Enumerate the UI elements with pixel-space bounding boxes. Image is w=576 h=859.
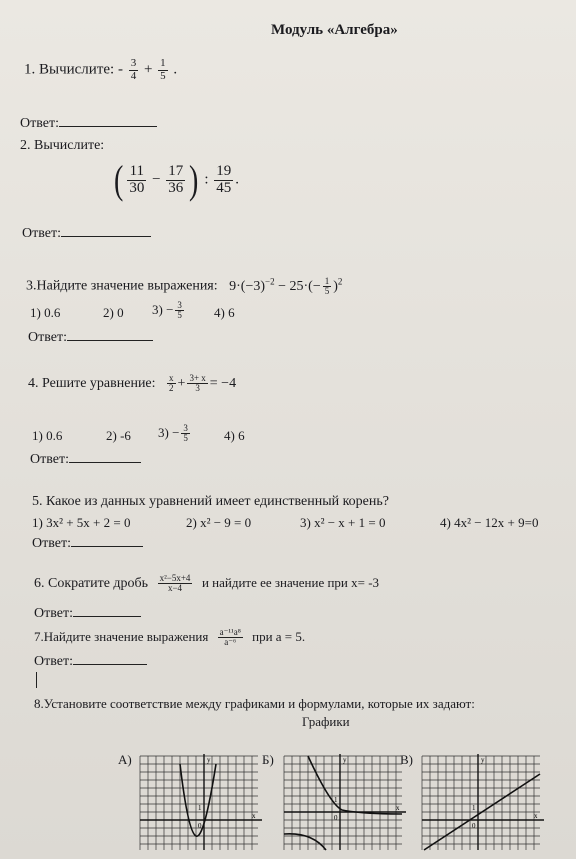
question-6 [34,574,379,594]
graph-label-b: Б) [262,752,274,767]
question-7-text: 7.Найдите значение выражения [34,628,209,644]
question-3-text: 3.Найдите значение выражения: [26,278,218,294]
y-axis-label: y [207,756,211,764]
q4-equation: $\frac{x}{2}$ + $\frac{3+ x}{3}$ = −4 [169,373,237,394]
question-2-text: 2. Вычислите: [20,138,105,153]
x-axis-label: x [534,812,538,820]
plus-sign: + [143,61,153,78]
answer-line[interactable] [67,330,153,341]
answer-line[interactable] [69,452,141,463]
q4-option-1: 1) 0.6 [32,428,63,443]
unit-label: 1 [472,804,476,812]
origin-label: 0 [472,822,476,830]
answer-label: Ответ: [20,116,59,131]
question-1 [24,58,177,82]
text-cursor [36,672,37,688]
answer-label: Ответ: [34,654,73,669]
q1-fraction-2: $\frac{1}{5}$ [160,57,166,82]
graph-label-a: А) [118,752,132,767]
graph-label-c: В) [400,752,413,767]
q7-fraction: $\frac{\text{a⁻¹¹a⁸}}{\text{a⁻⁶}}$ [219,627,241,648]
answer-line[interactable] [61,226,151,237]
q5-option-1: 1) 3x² + 5x + 2 = 0 [32,515,131,530]
question-7-tail: при a = 5. [252,628,306,644]
period: . [235,171,240,188]
q3-option-2: 2) 0 [103,305,124,320]
q3-option-4: 4) 6 [214,305,235,320]
question-8-text: 8.Установите соответствие между графиками и формулами, которые их задают: [34,696,475,711]
q5-option-3: 3) x² − x + 1 = 0 [300,515,386,530]
answer-1 [20,116,157,132]
q5-option-2: 2) x² − 9 = 0 [186,515,252,530]
answer-label: Ответ: [22,226,61,241]
q5-option-4: 4) 4x² − 12x + 9=0 [440,515,539,530]
unit-label: 1 [198,804,202,812]
answer-label: Ответ: [34,606,73,621]
y-axis-label: y [481,756,485,764]
y-axis-label: y [343,756,347,764]
question-6-tail: и найдите ее значение при x= -3 [201,575,380,591]
x-axis-label: x [396,804,400,812]
minus-sign: − [152,171,161,188]
q2-fraction-3: $\frac{19}{45}$ [216,162,232,196]
q3-option-3: 3) − $\frac{3}{5}$ [152,300,182,321]
question-4 [28,374,236,394]
graphs-title: Графики [302,714,350,729]
answer-6 [34,606,141,622]
answer-5 [32,536,143,552]
question-1-text: 1. Вычислите: - [24,61,123,78]
question-2-expression: ( $\frac{11}{30}$ − $\frac{17}{36}$ ) : $\frac{19}{45}$ . [113,157,240,202]
answer-line[interactable] [59,116,157,127]
unit-label: 1 [334,796,338,804]
q2-fraction-1: $\frac{11}{30}$ [129,162,145,196]
graph-a [138,754,266,854]
q4-option-4: 4) 6 [224,428,245,443]
answer-label: Ответ: [32,536,71,551]
q4-option-2: 2) -6 [106,428,131,443]
answer-3 [28,330,153,346]
question-4-text: 4. Решите уравнение: [28,376,156,392]
answer-line[interactable] [73,654,147,665]
q1-fraction-1: $\frac{3}{4}$ [130,57,137,82]
x-axis-label: x [252,812,256,820]
answer-line[interactable] [71,536,143,547]
question-7 [34,628,305,648]
answer-label: Ответ: [30,452,69,467]
question-5-text: 5. Какое из данных уравнений имеет единственный корень? [32,494,389,509]
q4-option-3: 3) − $\frac{3}{5}$ [158,423,188,444]
q3-expression: $9\cdot(-3)^{-2} - 25\cdot(-$ $\frac{1}{5}$ )$^2$ [229,275,343,296]
graph-b [282,754,410,854]
q6-fraction: $\frac{\text{x²−5x+4}}{x-4}$ [159,573,191,594]
page-title: Модуль «Алгебра» [271,22,398,38]
colon: : [204,171,209,188]
period: . [173,61,178,78]
answer-label: Ответ: [28,330,67,345]
origin-label: 0 [334,814,338,822]
question-3 [26,276,342,296]
answer-4 [30,452,141,468]
origin-label: 0 [198,822,202,830]
answer-line[interactable] [73,606,141,617]
question-6-text: 6. Сократите дробь [34,576,149,592]
q3-option-1: 1) 0.6 [30,305,61,320]
graph-c [420,754,548,854]
answer-7 [34,654,147,670]
answer-2 [22,226,151,242]
q2-fraction-2: $\frac{17}{36}$ [168,162,184,196]
